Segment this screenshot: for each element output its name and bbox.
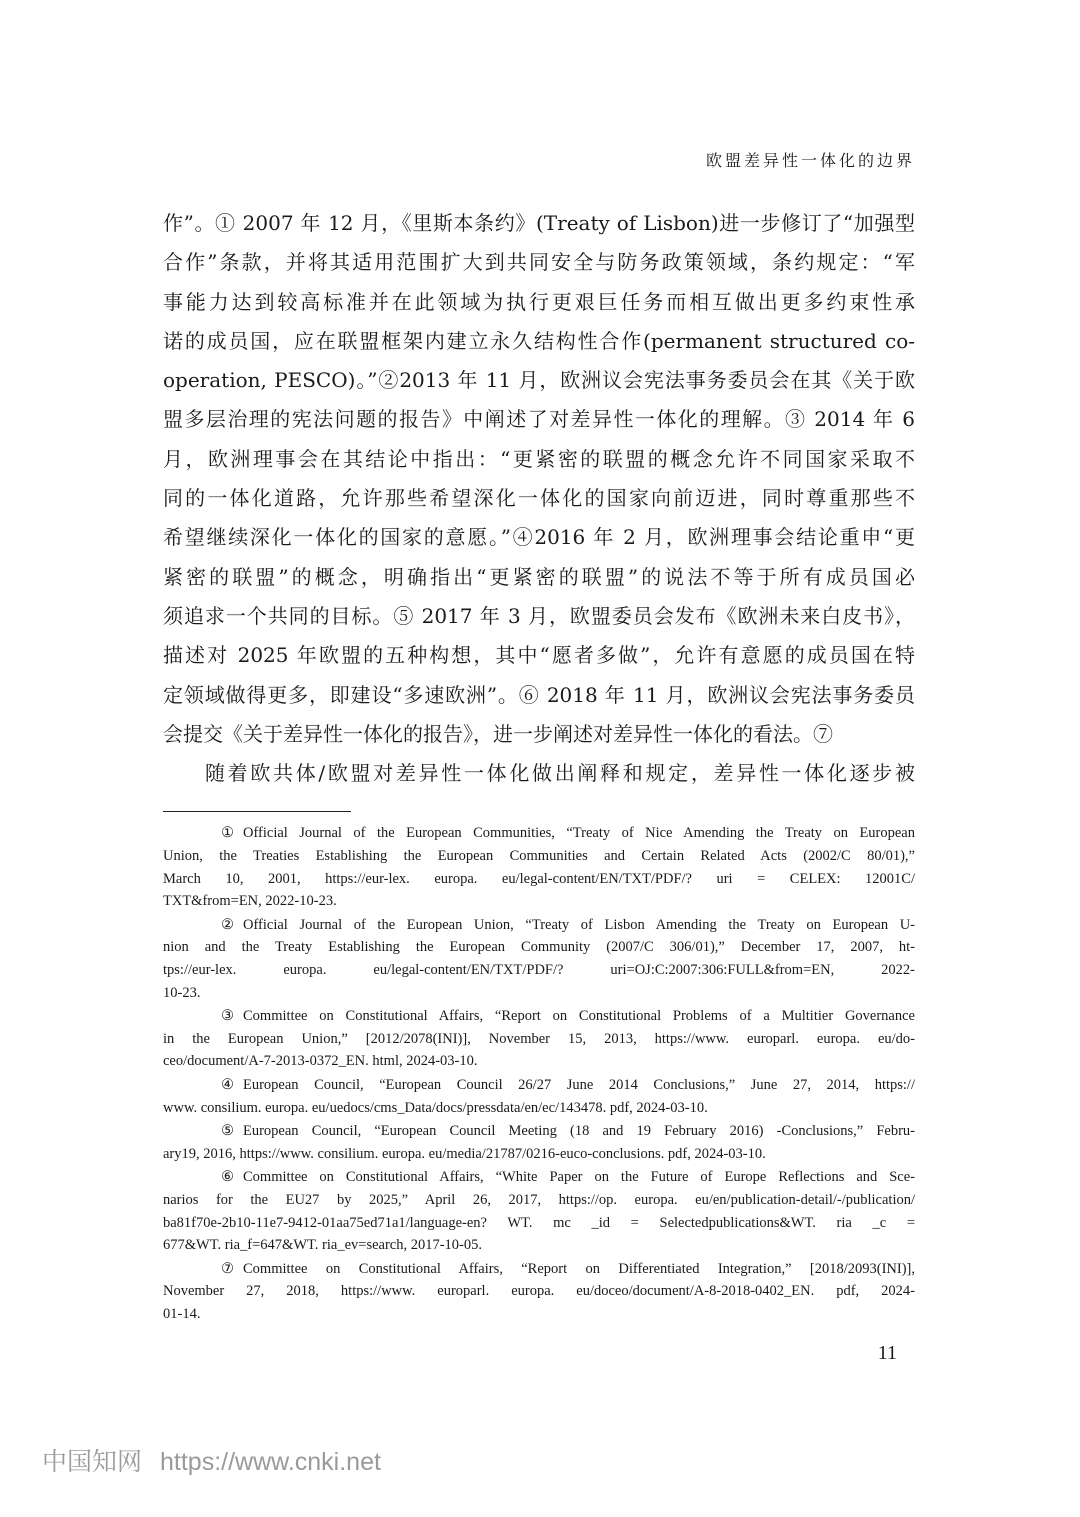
footnote-line [163,1166,915,1189]
footnote [163,914,915,1004]
footnote-line: Union, the Treaties Establishing the European Communities and Certain Related Acts (2002/C 80/01),” [163,848,915,865]
watermark-url: https://www.cnki.net [160,1447,381,1476]
footnote-number: ② [221,916,234,933]
footnote-text: Committee on Constitutional Affairs, “Report on Differentiated Integration,” [2018/2093(INI)], [243,1260,915,1277]
footnote-line: in the European Union,” [2012/2078(INI)], November 15, 2013, https://www. europarl. europa. eu/do- [163,1030,915,1047]
footnote [163,1074,915,1119]
footnote [163,822,915,912]
footnote [163,1005,915,1073]
running-header: 欧盟差异性一体化的边界 [705,151,915,170]
footnote-line: 01-14. [163,1305,201,1322]
footnote-line [163,822,915,845]
footnote-text: Official Journal of the European Union, “Treaty of Lisbon Amending the Treaty on European U- [243,916,915,933]
footnote-line: ba81f70e-2b10-11e7-9412-01aa75ed71a1/language-en? WT. mc _id = Selectedpublications&WT. ria _c = [163,1214,915,1231]
footnote-number: ⑤ [221,1123,234,1140]
page-column [163,0,915,1366]
footnote-number: ⑥ [221,1169,234,1186]
footnote-line: nion and the Treaty Establishing the European Community (2007/C 306/01),” December 17, 2007, ht- [163,939,915,956]
body-line: 同的一体化道路，允许那些希望深化一体化的国家向前迈进，同时尊重那些不 [163,486,915,511]
footnote-text: European Council, “European Council 26/27 June 2014 Conclusions,” June 27, 2014, https:// [243,1076,915,1093]
footnotes [163,822,915,1325]
footnote-number: ⑦ [221,1260,234,1277]
footnote-text: Committee on Constitutional Affairs, “Report on Constitutional Problems of a Multitier Governance [243,1008,915,1025]
body-line: 作”。① 2007 年 12 月，《里斯本条约》(Treaty of Lisbon)进一步修订了“加强型 [163,211,915,235]
footnote-text: Committee on Constitutional Affairs, “White Paper on the Future of Europe Reflections and Sce- [243,1169,915,1186]
footnote-line: 10-23. [163,984,201,1001]
footnote-line [163,1005,915,1028]
body-line: 诺的成员国，应在联盟框架内建立永久结构性合作(permanent structured co- [163,328,915,353]
watermark-logo: 中国知网 [42,1447,143,1476]
footnote-line [163,914,915,937]
body-line: 须追求一个共同的目标。⑤ 2017 年 3 月，欧盟委员会发布《欧洲未来白皮书》， [163,603,915,628]
footnote-line: www. consilium. europa. eu/uedocs/cms_Data/docs/pressdata/en/ec/143478. pdf, 2024-03-10. [163,1099,708,1116]
footnote-line [163,1074,915,1097]
footnote-text: Official Journal of the European Communities, “Treaty of Nice Amending the Treaty on European [243,825,915,842]
footnote-number: ① [221,825,234,842]
footnote-line: 677&WT. ria_f=647&WT. ria_ev=search, 2017-10-05. [163,1237,483,1254]
footnote [163,1166,915,1256]
body-line: 月，欧洲理事会在其结论中指出：“更紧密的联盟的概念允许不同国家采取不 [163,446,915,471]
body-line: 会提交《关于差异性一体化的报告》，进一步阐述对差异性一体化的看法。⑦ [163,721,833,746]
body-line: 紧密的联盟”的概念，明确指出“更紧密的联盟”的说法不等于所有成员国必 [163,564,915,589]
body-line: 合作”条款，并将其适用范围扩大到共同安全与防务政策领域，条约规定：“军 [163,250,915,275]
body-line: 希望继续深化一体化的国家的意愿。”④2016 年 2 月，欧洲理事会结论重申“更 [163,525,915,550]
footnote-line: tps://eur-lex. europa. eu/legal-content/EN/TXT/PDF/? uri=OJ:C:2007:306:FULL&from=EN, 2022- [163,962,915,979]
footnote [163,1120,915,1165]
footnote-number: ④ [221,1076,234,1093]
body-line: 定领域做得更多，即建设“多速欧洲”。⑥ 2018 年 11 月，欧洲议会宪法事务委员 [163,682,915,707]
body-line: 随着欧共体/欧盟对差异性一体化做出阐释和规定，差异性一体化逐步被 [205,761,915,786]
footnote-number: ③ [221,1008,234,1025]
footnote-line: ceo/document/A-7-2013-0372_EN. html, 2024-03-10. [163,1053,478,1070]
footnote-line: ary19, 2016, https://www. consilium. europa. eu/media/21787/0216-euco-conclusions. pdf, 2024-03-10. [163,1145,766,1162]
footnote-line: TXT&from=EN, 2022-10-23. [163,893,337,910]
body-line: 盟多层治理的宪法问题的报告》中阐述了对差异性一体化的理解。③ 2014 年 6 [163,407,915,432]
footnote-line: March 10, 2001, https://eur-lex. europa. eu/legal-content/EN/TXT/PDF/? uri = CELEX: 12001C/ [163,870,915,887]
footnote [163,1258,915,1326]
page-number: 11 [877,1341,897,1364]
body-text [163,204,915,793]
footnote-text: European Council, “European Council Meeting (18 and 19 February 2016) -Conclusions,” Febru- [243,1123,915,1140]
body-line: operation, PESCO)。”②2013 年 11 月，欧洲议会宪法事务委员会在其《关于欧 [163,368,915,393]
footnote-divider [163,811,351,812]
footnote-line: narios for the EU27 by 2025,” April 26, 2017, https://op. europa. eu/en/publication-detail/-/publication/ [163,1191,915,1208]
footnote-line [163,1120,915,1143]
cnki-watermark [42,1446,1080,1478]
footnote-line [163,1258,915,1281]
footnote-line: November 27, 2018, https://www. europarl. europa. eu/doceo/document/A-8-2018-0402_EN. pdf, 2024- [163,1283,915,1300]
body-line: 事能力达到较高标准并在此领域为执行更艰巨任务而相互做出更多约束性承 [163,289,915,314]
body-line: 描述对 2025 年欧盟的五种构想，其中“愿者多做”，允许有意愿的成员国在特 [163,643,915,668]
